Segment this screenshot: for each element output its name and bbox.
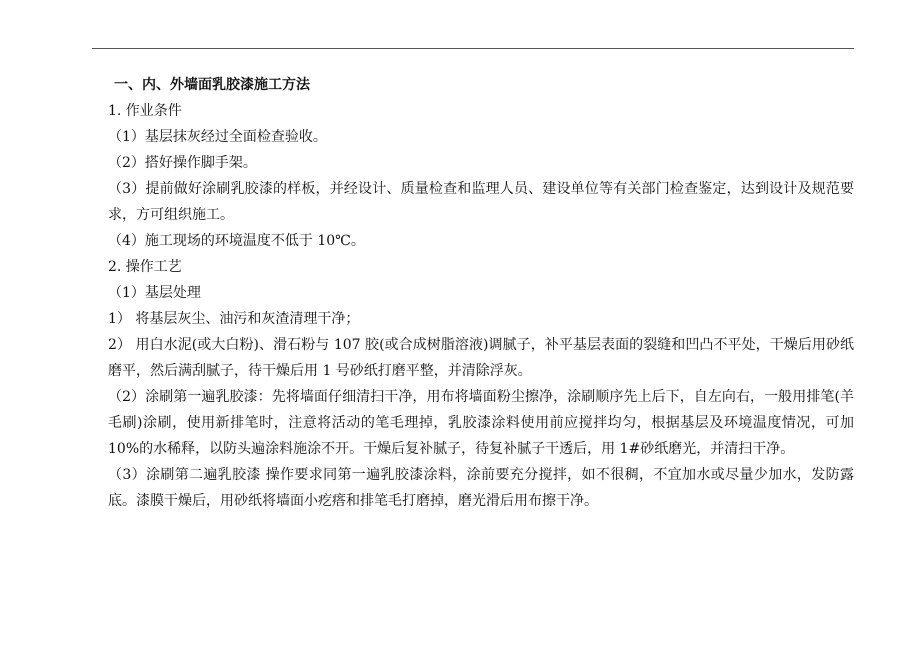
subsection-title-process: 2. 操作工艺: [108, 259, 182, 275]
header-rule: [92, 48, 854, 49]
condition-item-1: （1）基层抹灰经过全面检查验收。: [108, 129, 327, 145]
process-step-1-title: （1）基层处理: [108, 285, 201, 301]
subsection-title-work-conditions: 1. 作业条件: [108, 103, 182, 119]
condition-item-4: （4）施工现场的环境温度不低于 10℃。: [108, 233, 365, 249]
condition-item-2: （2）搭好操作脚手架。: [108, 155, 257, 171]
section-heading: 一、内、外墙面乳胶漆施工方法: [114, 77, 310, 93]
process-step-3: （3）涂刷第二遍乳胶漆 操作要求同第一遍乳胶漆涂料，涂前要充分搅拌，如不很稠，不宜加水或尽量少加水，发防露底。漆膜干燥后，用砂纸将墙面小疙瘩和排笔毛打磨掉，磨光滑后用布擦干净。: [108, 467, 854, 509]
process-substep-1: 1） 将基层灰尘、油污和灰渣清理干净；: [108, 311, 360, 327]
condition-item-3: （3）提前做好涂刷乳胶漆的样板，并经设计、质量检查和监理人员、建设单位等有关部门检查鉴定，达到设计及规范要求，方可组织施工。: [108, 181, 854, 223]
process-step-2: （2）涂刷第一遍乳胶漆：先将墙面仔细清扫干净，用布将墙面粉尘擦净，涂刷顺序先上后下，自左向右，一般用排笔(羊毛刷)涂刷，使用新排笔时，注意将活动的笔毛理掉，乳胶漆涂料使用前应搅拌均匀，根据基层及环境温度情况，可加 10%的水稀释，以防头遍涂料施涂不开。干燥后复补腻子，待复补腻子干透后，用 1#砂纸磨光，并清扫干净。: [108, 389, 854, 457]
document-body: [108, 72, 854, 514]
process-substep-2: 2） 用白水泥(或大白粉)、滑石粉与 107 胶(或合成树脂溶液)调腻子，补平基层表面的裂缝和凹凸不平处，干燥后用砂纸磨平，然后满刮腻子，待干燥后用 1 号砂纸打磨平整，并清除浮灰。: [108, 337, 854, 379]
